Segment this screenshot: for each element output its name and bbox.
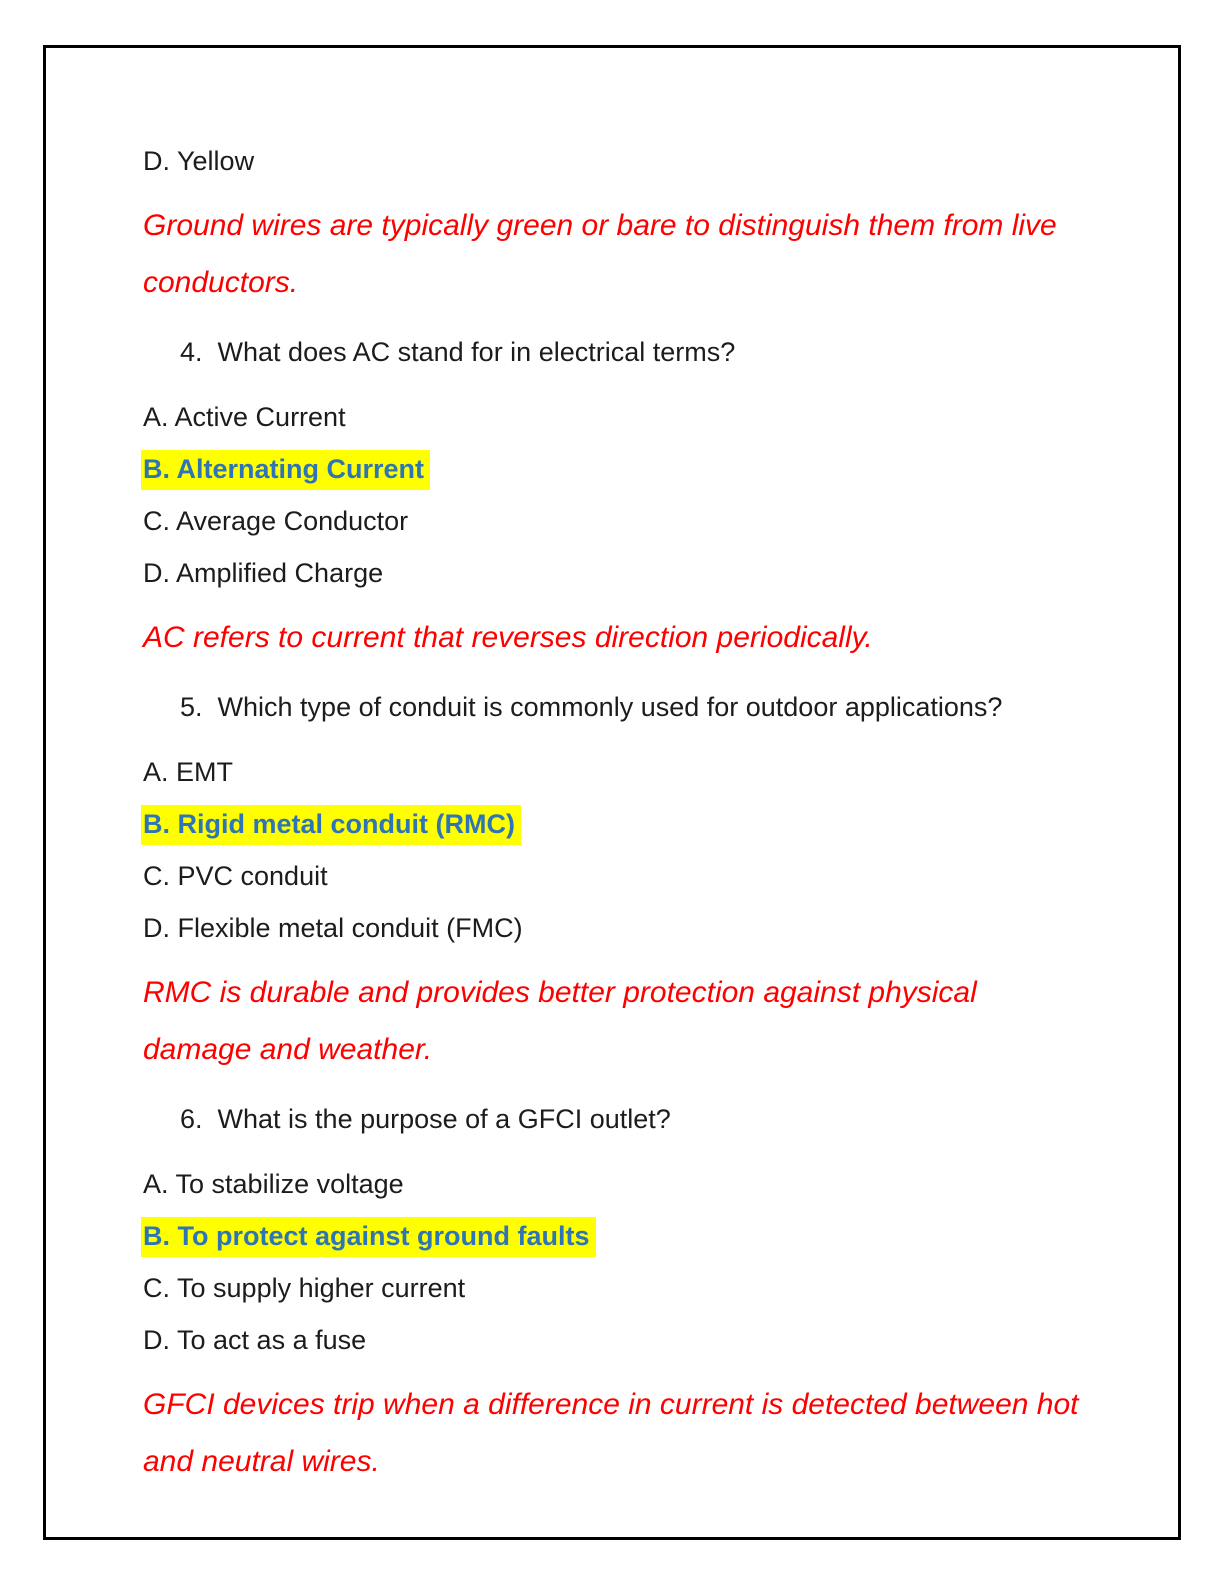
question-line (143, 335, 1091, 369)
question-number: 4. (180, 337, 203, 367)
explanation-text: RMC is durable and provides better protection against physical damage and weather. (143, 976, 977, 1066)
question-line (143, 1102, 1091, 1136)
explanation-text: GFCI devices trip when a difference in current is detected between hot and neutral wires. (143, 1388, 1079, 1478)
explanation-text: Ground wires are typically green or bare to distinguish them from live conductors. (143, 209, 1057, 299)
question-text: What is the purpose of a GFCI outlet? (217, 1104, 671, 1134)
question-text: What does AC stand for in electrical terms? (217, 337, 736, 367)
question-line (143, 690, 1091, 724)
document-content (43, 45, 1181, 1540)
highlighted-answer: B. Alternating Current (141, 450, 430, 490)
option-line: A. To stabilize voltage (143, 1169, 404, 1199)
option-line: D. Yellow (143, 146, 255, 176)
answer-option-line (143, 808, 1091, 840)
option-line: D. Flexible metal conduit (FMC) (143, 913, 523, 943)
highlighted-answer: B. To protect against ground faults (141, 1217, 596, 1257)
option-line: C. To supply higher current (143, 1273, 466, 1303)
option-line: C. PVC conduit (143, 861, 328, 891)
answer-option-line (143, 1220, 1091, 1252)
option-line: A. Active Current (143, 402, 346, 432)
option-line: A. EMT (143, 757, 234, 787)
option-line: D. To act as a fuse (143, 1325, 367, 1355)
answer-option-line (143, 453, 1091, 485)
option-line: C. Average Conductor (143, 506, 409, 536)
question-number: 5. (180, 692, 203, 722)
explanation-text: AC refers to current that reverses direction periodically. (143, 621, 873, 654)
question-number: 6. (180, 1104, 203, 1134)
highlighted-answer: B. Rigid metal conduit (RMC) (141, 805, 521, 845)
question-text: Which type of conduit is commonly used for outdoor applications? (217, 692, 1003, 722)
option-line: D. Amplified Charge (143, 558, 384, 588)
